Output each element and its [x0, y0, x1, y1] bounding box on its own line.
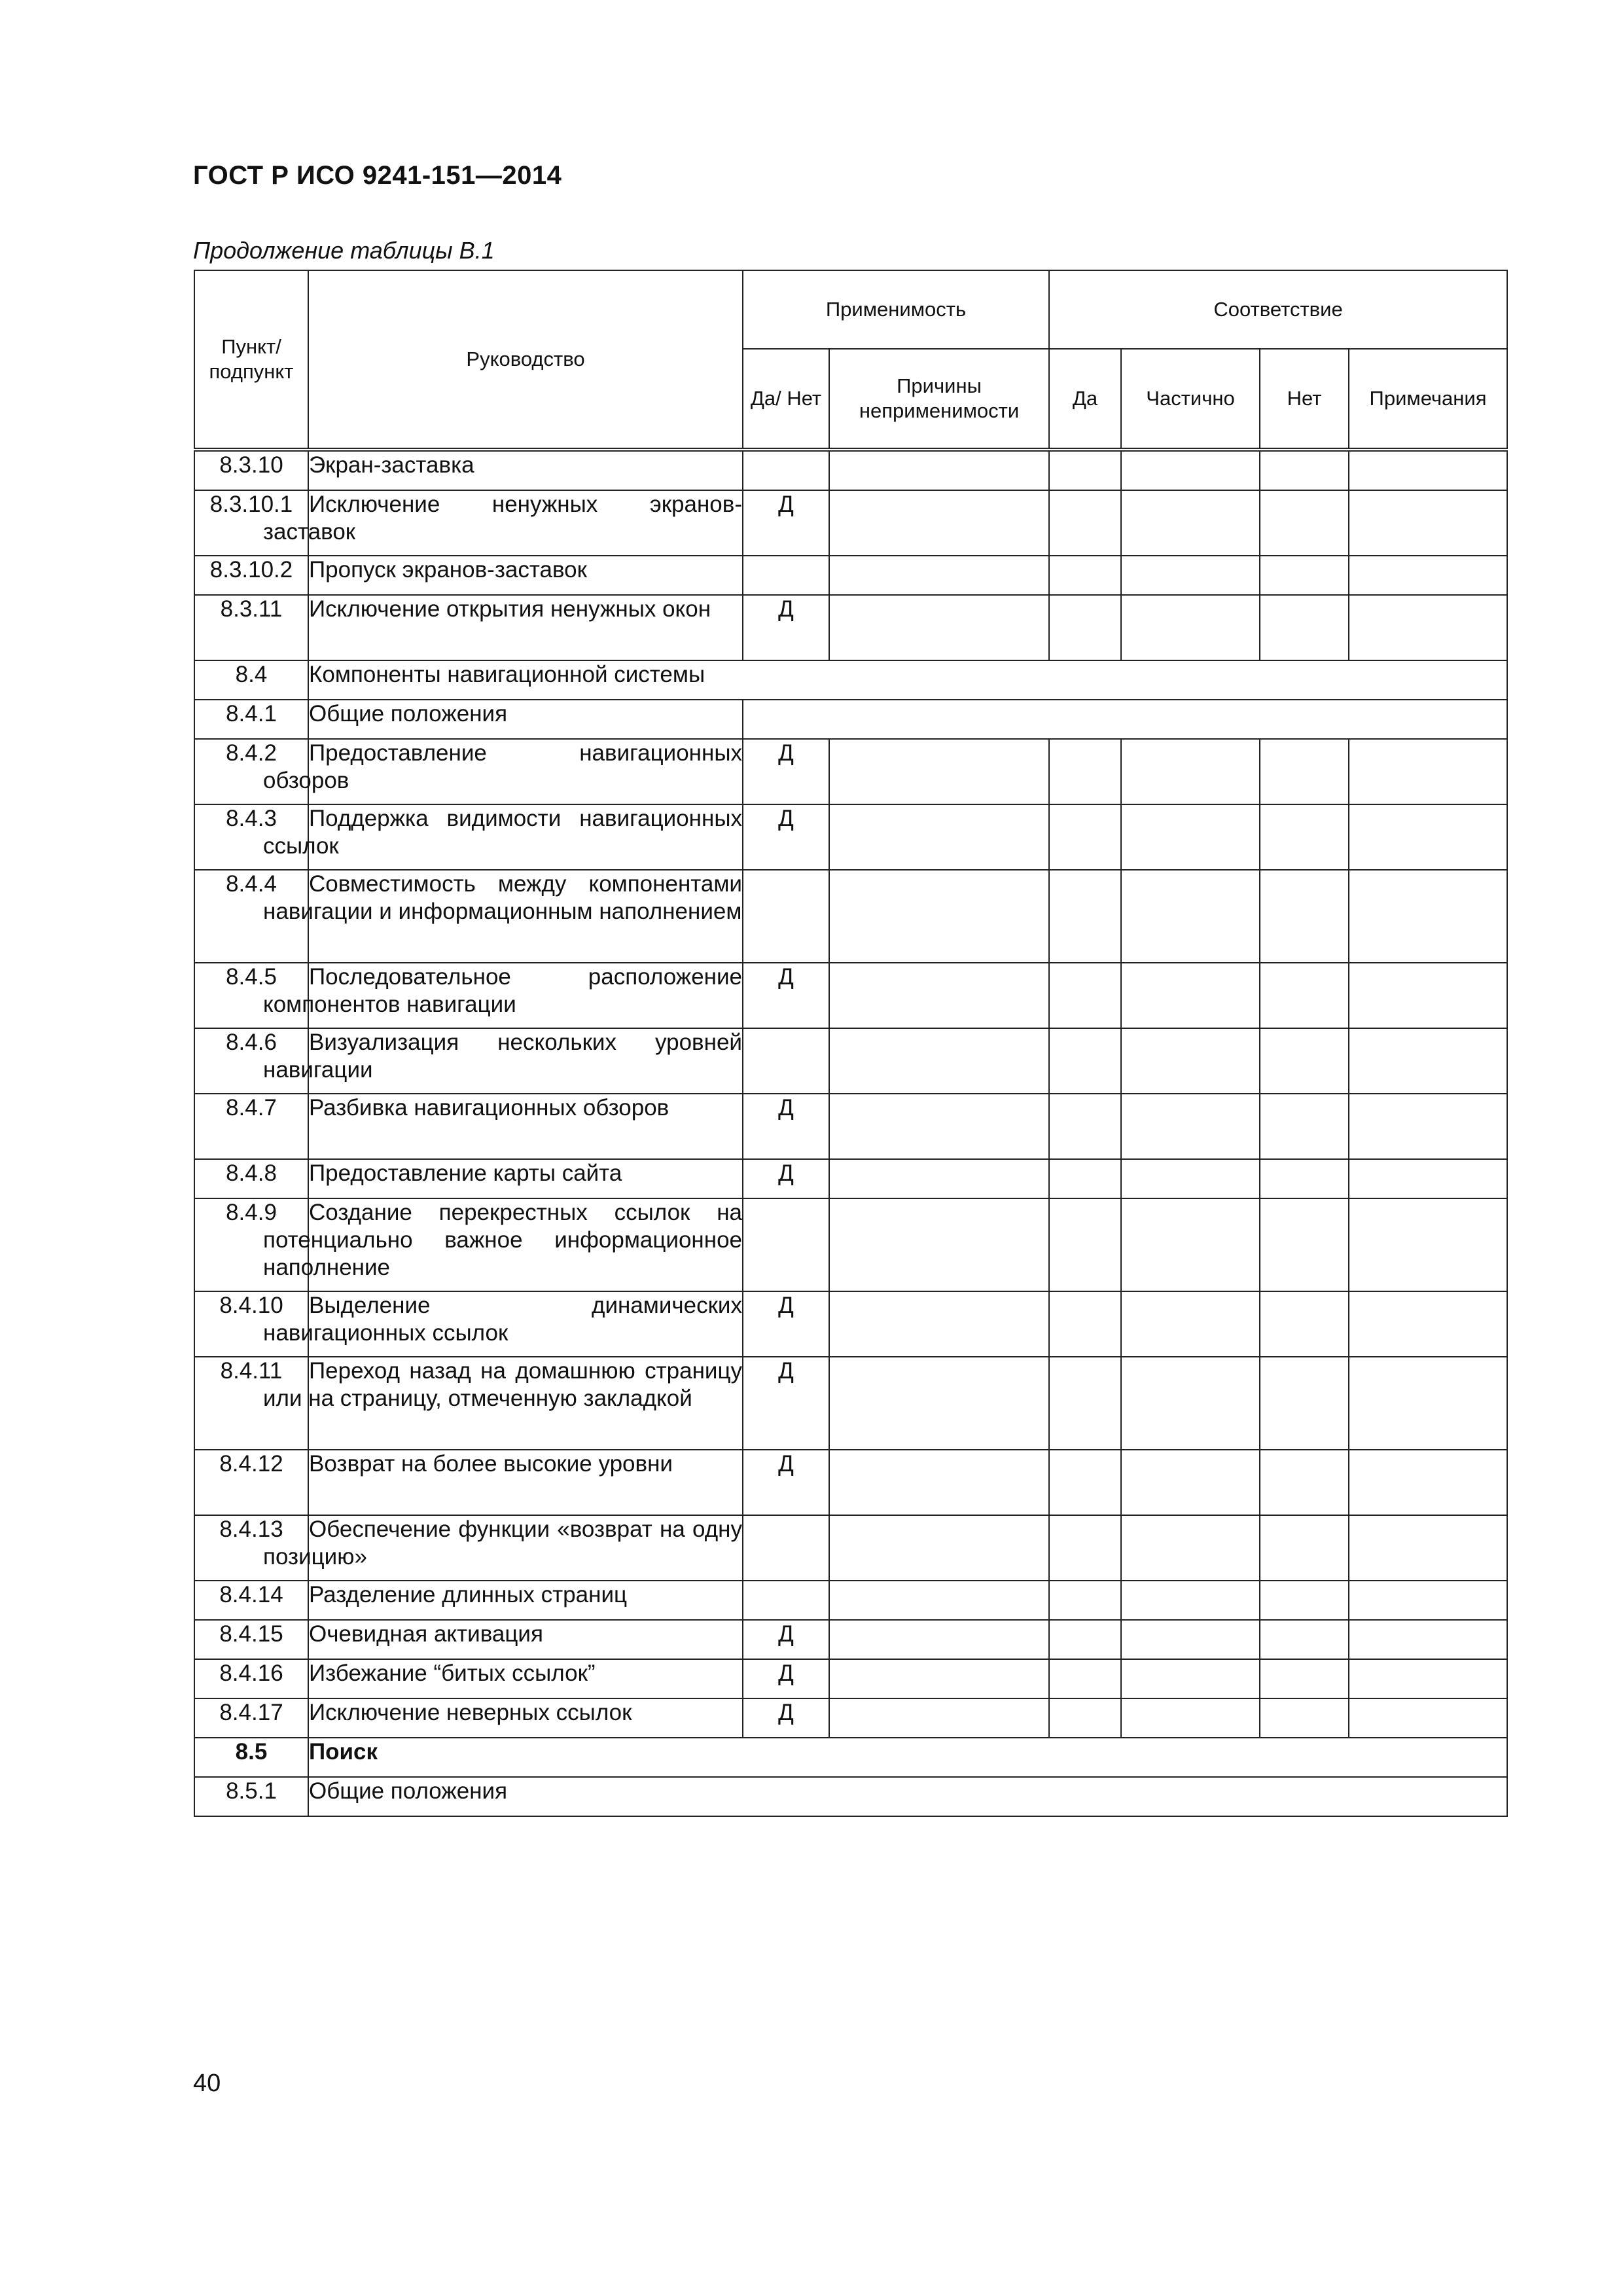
clause-number: 8.5 — [194, 1738, 308, 1777]
reasons-cell — [829, 1581, 1049, 1620]
no-cell — [1260, 1357, 1349, 1450]
guidance-text: Исключение неверных ссылок — [308, 1698, 743, 1738]
no-cell — [1260, 1159, 1349, 1198]
partly-cell — [1121, 1291, 1260, 1357]
notes-cell — [1349, 1581, 1507, 1620]
guidance-text: Исключение открытия ненужных окон — [308, 595, 743, 660]
yes-cell — [1049, 804, 1121, 870]
no-cell — [1260, 450, 1349, 490]
applicability-value: Д — [743, 1620, 829, 1659]
clause-number: 8.4.16 — [194, 1659, 308, 1698]
reasons-cell — [829, 963, 1049, 1028]
notes-cell — [1349, 1515, 1507, 1581]
table-row — [194, 490, 1507, 556]
table-row — [194, 870, 1507, 963]
notes-cell — [1349, 595, 1507, 660]
partly-cell — [1121, 1357, 1260, 1450]
notes-cell — [1349, 963, 1507, 1028]
applicability-value — [743, 870, 829, 963]
yes-cell — [1049, 1159, 1121, 1198]
guidance-text: Обеспечение функции «возврат на одну позицию» — [308, 1515, 743, 1581]
reasons-cell — [829, 490, 1049, 556]
table-row — [194, 1777, 1507, 1816]
notes-cell — [1349, 870, 1507, 963]
header-reasons: Причины неприменимости — [829, 349, 1049, 450]
partly-cell — [1121, 804, 1260, 870]
no-cell — [1260, 1198, 1349, 1291]
guidance-text: Предоставление навигационных обзоров — [308, 739, 743, 804]
clause-number: 8.4.12 — [194, 1450, 308, 1515]
table-row — [194, 963, 1507, 1028]
guidance-text: Очевидная активация — [308, 1620, 743, 1659]
partly-cell — [1121, 490, 1260, 556]
clause-number: 8.4.15 — [194, 1620, 308, 1659]
yes-cell — [1049, 556, 1121, 595]
applicability-value: Д — [743, 490, 829, 556]
notes-cell — [1349, 1698, 1507, 1738]
no-cell — [1260, 870, 1349, 963]
clause-number: 8.3.10.1 — [194, 490, 308, 556]
notes-cell — [1349, 1357, 1507, 1450]
guidance-text: Совместимость между компонентами навигации и информационным наполнением — [308, 870, 743, 963]
applicability-value: Д — [743, 1159, 829, 1198]
applicability-value: Д — [743, 1291, 829, 1357]
partly-cell — [1121, 739, 1260, 804]
yes-cell — [1049, 450, 1121, 490]
reasons-cell — [829, 1357, 1049, 1450]
guidance-text: Разбивка навигационных обзоров — [308, 1094, 743, 1159]
reasons-cell — [829, 1159, 1049, 1198]
clause-number: 8.4.5 — [194, 963, 308, 1028]
clause-number: 8.4.9 — [194, 1198, 308, 1291]
no-cell — [1260, 595, 1349, 660]
applicability-value: Д — [743, 739, 829, 804]
clause-number: 8.4.11 — [194, 1357, 308, 1450]
header-conformance: Соответствие — [1049, 270, 1507, 349]
partly-cell — [1121, 870, 1260, 963]
table-row — [194, 1357, 1507, 1450]
applicability-value: Д — [743, 1698, 829, 1738]
guidance-text: Предоставление карты сайта — [308, 1159, 743, 1198]
table-row — [194, 556, 1507, 595]
clause-number: 8.4.8 — [194, 1159, 308, 1198]
no-cell — [1260, 1659, 1349, 1698]
applicability-value: Д — [743, 1094, 829, 1159]
partly-cell — [1121, 450, 1260, 490]
reasons-cell — [829, 1094, 1049, 1159]
reasons-cell — [829, 1515, 1049, 1581]
header-partly: Частично — [1121, 349, 1260, 450]
clause-number: 8.4.3 — [194, 804, 308, 870]
notes-cell — [1349, 556, 1507, 595]
table-row — [194, 1094, 1507, 1159]
clause-number: 8.5.1 — [194, 1777, 308, 1816]
yes-cell — [1049, 490, 1121, 556]
guidance-text: Визуализация нескольких уровней навигации — [308, 1028, 743, 1094]
clause-number: 8.3.10.2 — [194, 556, 308, 595]
notes-cell — [1349, 1159, 1507, 1198]
notes-cell — [1349, 1198, 1507, 1291]
header-no: Нет — [1260, 349, 1349, 450]
reasons-cell — [829, 1698, 1049, 1738]
notes-cell — [1349, 1450, 1507, 1515]
notes-cell — [1349, 804, 1507, 870]
yes-cell — [1049, 870, 1121, 963]
applicability-value: Д — [743, 1450, 829, 1515]
yes-cell — [1049, 595, 1121, 660]
reasons-cell — [829, 556, 1049, 595]
clause-number: 8.4.6 — [194, 1028, 308, 1094]
partly-cell — [1121, 1198, 1260, 1291]
header-applicability: Применимость — [743, 270, 1049, 349]
reasons-cell — [829, 1659, 1049, 1698]
applicability-value — [743, 556, 829, 595]
notes-cell — [1349, 1659, 1507, 1698]
partly-cell — [1121, 1581, 1260, 1620]
table-row — [194, 700, 1507, 739]
notes-cell — [1349, 450, 1507, 490]
table-row — [194, 1450, 1507, 1515]
guidance-text: Создание перекрестных ссылок на потенциально важное информационное наполнение — [308, 1198, 743, 1291]
yes-cell — [1049, 1450, 1121, 1515]
clause-number: 8.3.11 — [194, 595, 308, 660]
clause-number: 8.4.2 — [194, 739, 308, 804]
clause-number: 8.4.4 — [194, 870, 308, 963]
table-row — [194, 595, 1507, 660]
applicability-value — [743, 450, 829, 490]
reasons-cell — [829, 450, 1049, 490]
yes-cell — [1049, 1659, 1121, 1698]
partly-cell — [1121, 1159, 1260, 1198]
guidance-text: Общие положения — [308, 700, 743, 739]
reasons-cell — [829, 1198, 1049, 1291]
no-cell — [1260, 1094, 1349, 1159]
table-row — [194, 1198, 1507, 1291]
yes-cell — [1049, 1094, 1121, 1159]
applicability-value: Д — [743, 804, 829, 870]
applicability-value — [743, 1581, 829, 1620]
no-cell — [1260, 1028, 1349, 1094]
yes-cell — [1049, 1198, 1121, 1291]
document-header: ГОСТ Р ИСО 9241-151—2014 — [193, 161, 562, 190]
guidance-text: Экран-заставка — [308, 450, 743, 490]
table-row — [194, 804, 1507, 870]
table-row — [194, 739, 1507, 804]
no-cell — [1260, 1581, 1349, 1620]
clause-number: 8.4.1 — [194, 700, 308, 739]
yes-cell — [1049, 1698, 1121, 1738]
notes-cell — [1349, 1094, 1507, 1159]
guidance-text: Возврат на более высокие уровни — [308, 1450, 743, 1515]
no-cell — [1260, 804, 1349, 870]
no-cell — [1260, 963, 1349, 1028]
yes-cell — [1049, 1291, 1121, 1357]
guidance-text: Последовательное расположение компонентов навигации — [308, 963, 743, 1028]
clause-number: 8.4.7 — [194, 1094, 308, 1159]
section-title: Компоненты навигационной системы — [308, 660, 1507, 700]
table-row — [194, 450, 1507, 490]
reasons-cell — [829, 595, 1049, 660]
guidance-text: Разделение длинных страниц — [308, 1581, 743, 1620]
guidance-text: Исключение ненужных экранов-заставок — [308, 490, 743, 556]
no-cell — [1260, 1450, 1349, 1515]
no-cell — [1260, 1698, 1349, 1738]
reasons-cell — [829, 1620, 1049, 1659]
yes-cell — [1049, 739, 1121, 804]
notes-cell — [1349, 1620, 1507, 1659]
header-yes-no: Да/ Нет — [743, 349, 829, 450]
partly-cell — [1121, 1450, 1260, 1515]
section-row — [194, 660, 1507, 700]
section-row — [194, 1738, 1507, 1777]
applicability-value: Д — [743, 595, 829, 660]
clause-number: 8.4.13 — [194, 1515, 308, 1581]
header-clause: Пункт/ подпункт — [194, 270, 308, 450]
no-cell — [1260, 1291, 1349, 1357]
partly-cell — [1121, 1028, 1260, 1094]
clause-number: 8.4 — [194, 660, 308, 700]
applicability-value — [743, 1515, 829, 1581]
applicability-value: Д — [743, 1659, 829, 1698]
partly-cell — [1121, 1094, 1260, 1159]
notes-cell — [1349, 1028, 1507, 1094]
reasons-cell — [829, 1291, 1049, 1357]
notes-cell — [1349, 1291, 1507, 1357]
yes-cell — [1049, 963, 1121, 1028]
conformance-table — [194, 270, 1508, 1817]
partly-cell — [1121, 1620, 1260, 1659]
table-row — [194, 1659, 1507, 1698]
table-row — [194, 1291, 1507, 1357]
table-row — [194, 1698, 1507, 1738]
clause-number: 8.4.14 — [194, 1581, 308, 1620]
yes-cell — [1049, 1620, 1121, 1659]
partly-cell — [1121, 1698, 1260, 1738]
notes-cell — [1349, 739, 1507, 804]
table-row — [194, 1028, 1507, 1094]
reasons-cell — [829, 870, 1049, 963]
header-yes: Да — [1049, 349, 1121, 450]
guidance-text: Переход назад на домашнюю страницу или на страницу, отмеченную закладкой — [308, 1357, 743, 1450]
header-guidance: Руководство — [308, 270, 743, 450]
partly-cell — [1121, 1515, 1260, 1581]
table-row — [194, 1159, 1507, 1198]
yes-cell — [1049, 1581, 1121, 1620]
table-caption: Продолжение таблицы B.1 — [193, 237, 495, 264]
reasons-cell — [829, 1028, 1049, 1094]
clause-number: 8.4.10 — [194, 1291, 308, 1357]
no-cell — [1260, 490, 1349, 556]
reasons-cell — [829, 1450, 1049, 1515]
clause-number: 8.4.17 — [194, 1698, 308, 1738]
applicability-value: Д — [743, 1357, 829, 1450]
yes-cell — [1049, 1028, 1121, 1094]
page-number: 40 — [193, 2070, 221, 2097]
partly-cell — [1121, 1659, 1260, 1698]
guidance-text: Общие положения — [308, 1777, 1507, 1816]
header-notes: Примечания — [1349, 349, 1507, 450]
reasons-cell — [829, 804, 1049, 870]
section-title: Поиск — [308, 1738, 1507, 1777]
guidance-text: Выделение динамических навигационных ссылок — [308, 1291, 743, 1357]
merged-empty-cell — [743, 700, 1507, 739]
applicability-value — [743, 1028, 829, 1094]
reasons-cell — [829, 739, 1049, 804]
table-row — [194, 1620, 1507, 1659]
yes-cell — [1049, 1515, 1121, 1581]
clause-number: 8.3.10 — [194, 450, 308, 490]
guidance-text: Поддержка видимости навигационных ссылок — [308, 804, 743, 870]
no-cell — [1260, 556, 1349, 595]
partly-cell — [1121, 963, 1260, 1028]
notes-cell — [1349, 490, 1507, 556]
applicability-value: Д — [743, 963, 829, 1028]
table-row — [194, 1581, 1507, 1620]
guidance-text: Пропуск экранов-заставок — [308, 556, 743, 595]
partly-cell — [1121, 595, 1260, 660]
no-cell — [1260, 1620, 1349, 1659]
partly-cell — [1121, 556, 1260, 595]
no-cell — [1260, 739, 1349, 804]
applicability-value — [743, 1198, 829, 1291]
no-cell — [1260, 1515, 1349, 1581]
guidance-text: Избежание “битых ссылок” — [308, 1659, 743, 1698]
yes-cell — [1049, 1357, 1121, 1450]
table-row — [194, 1515, 1507, 1581]
